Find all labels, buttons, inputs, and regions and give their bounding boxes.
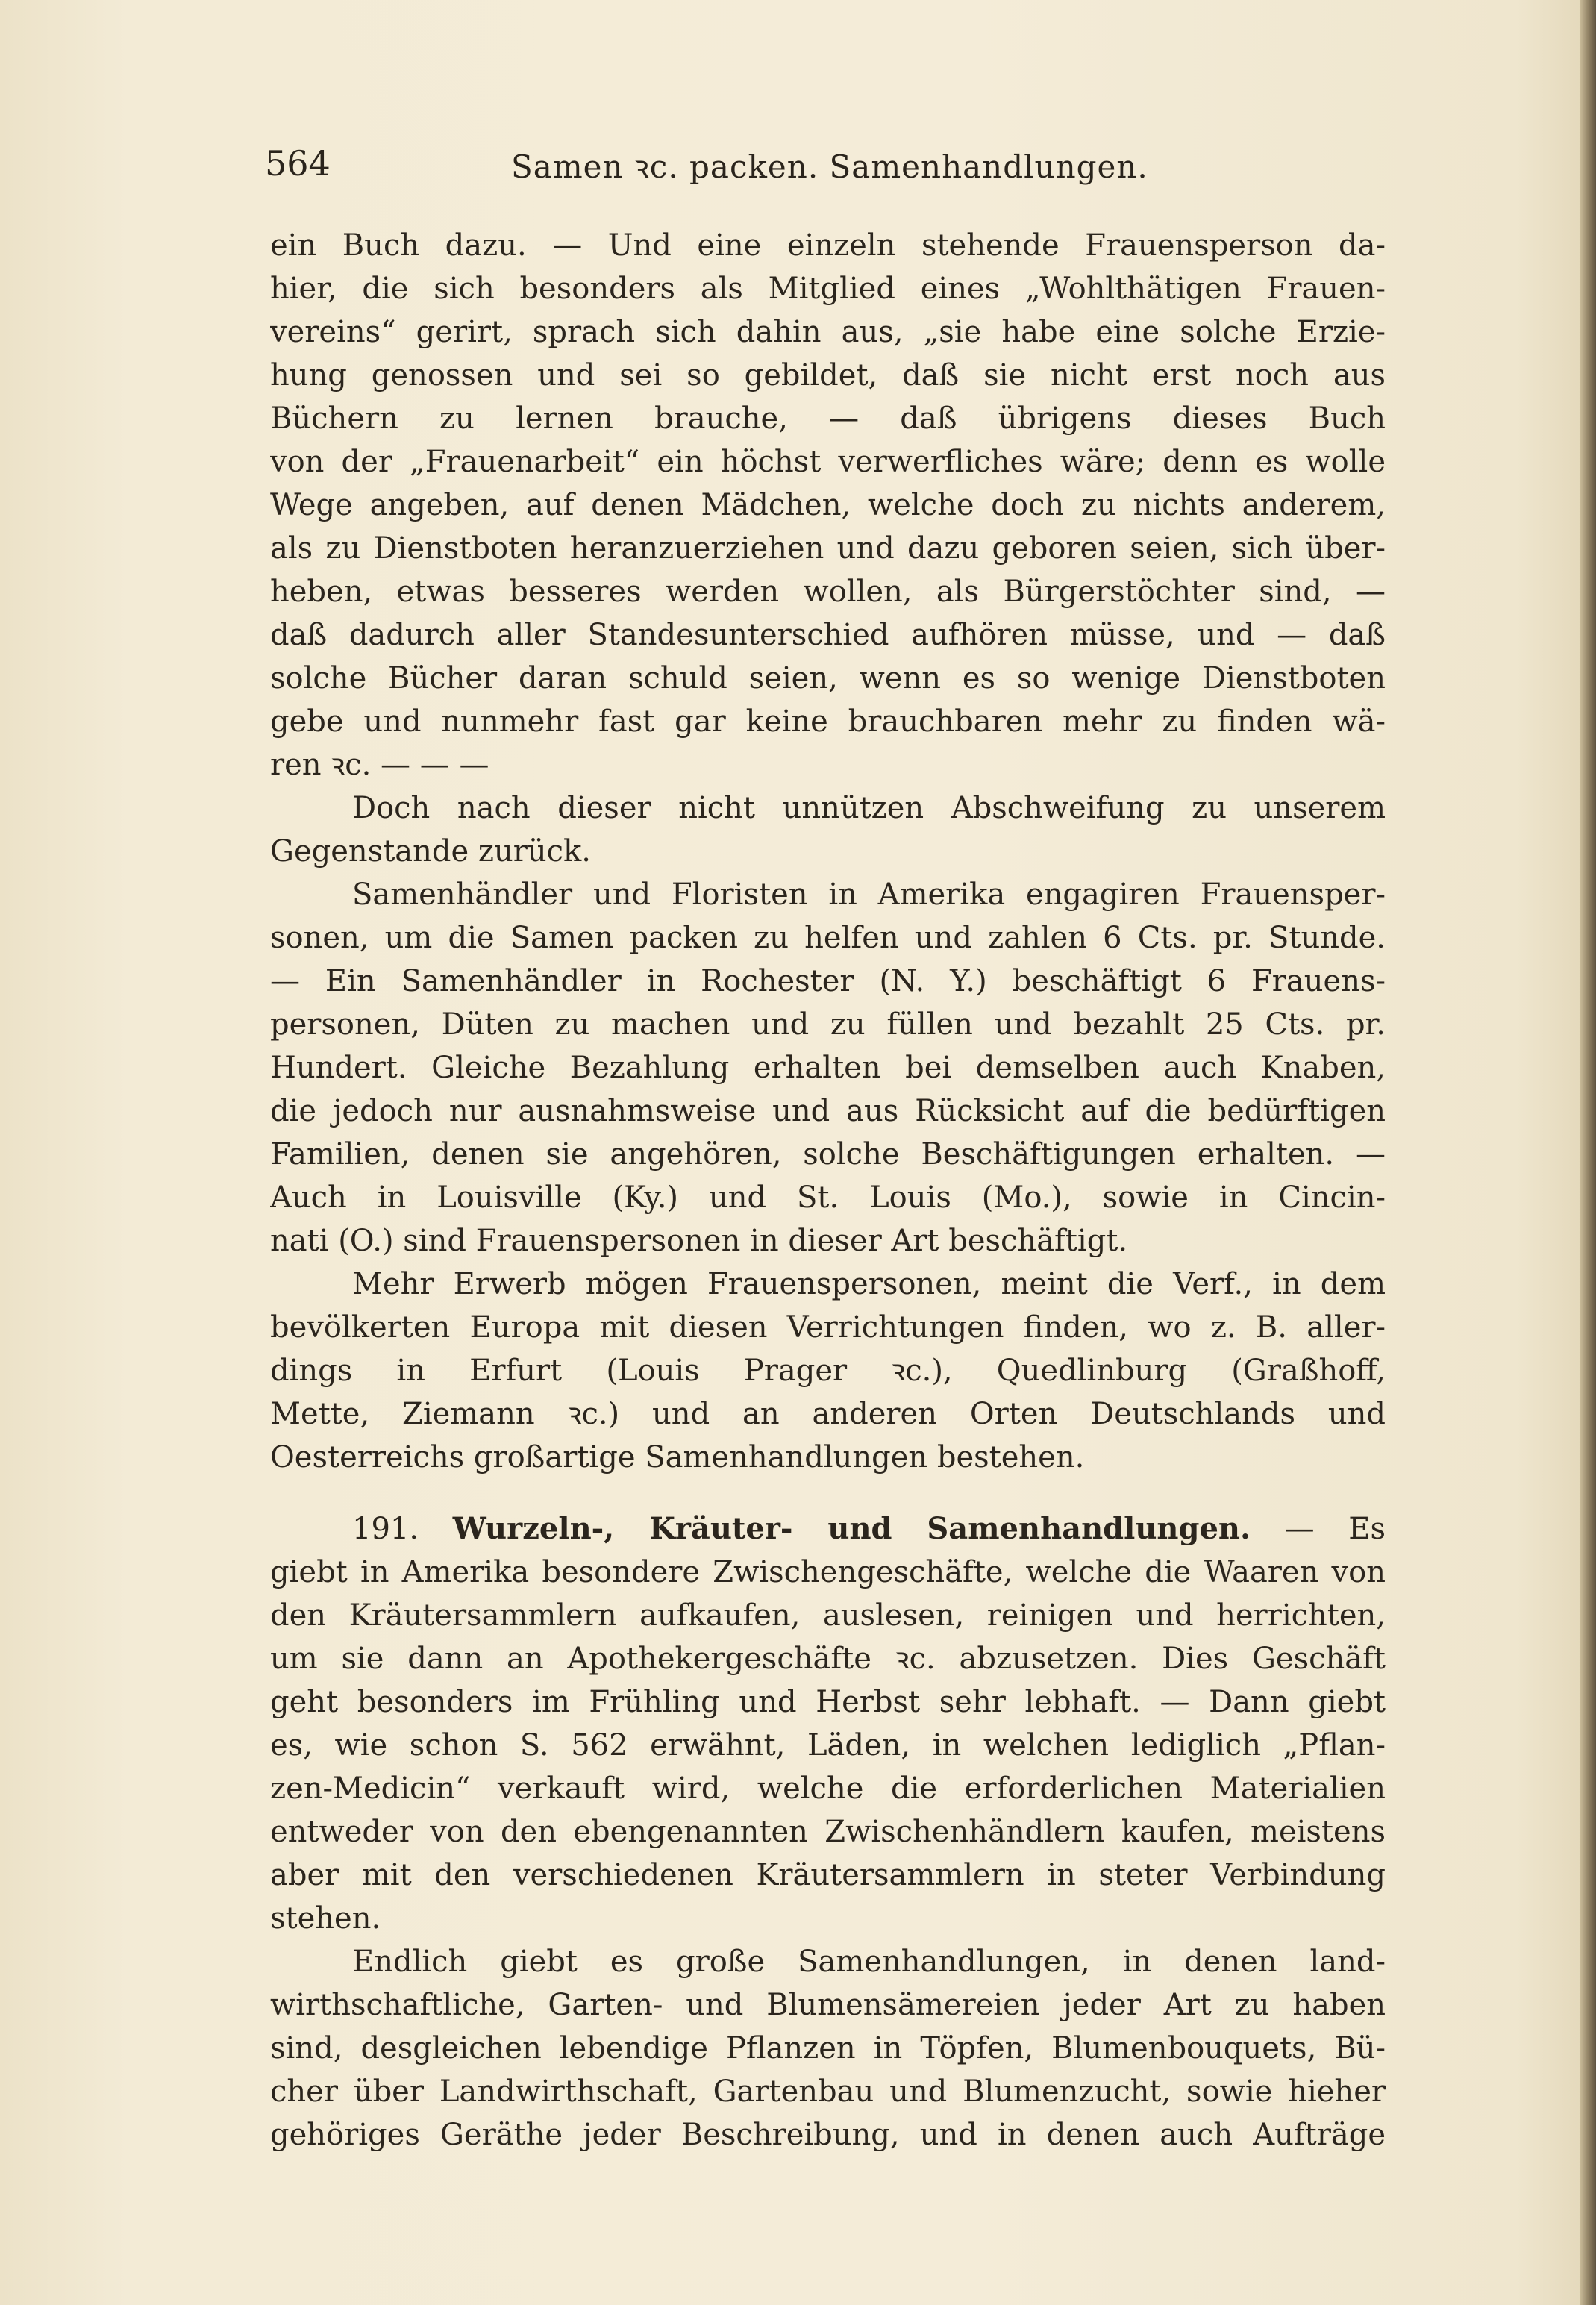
text-line: Gegenstande zurück. <box>270 834 591 869</box>
text-line: hier, die sich besonders als Mitglied eines „Wohlthätigen Frauen- <box>270 272 1386 306</box>
section-heading-rest: — Es <box>1284 1512 1386 1546</box>
text-line: Endlich giebt es große Samenhandlungen, in denen land- <box>352 1945 1386 1979</box>
text-line: nati (O.) sind Frauenspersonen in dieser Art beschäftigt. <box>270 1224 1128 1258</box>
text-line: Mehr Erwerb mögen Frauenspersonen, meint die Verf., in dem <box>352 1267 1386 1301</box>
text-line: es, wie schon S. 562 erwähnt, Läden, in welchen lediglich „Pflan- <box>270 1728 1386 1763</box>
text-line: Auch in Louisville (Ky.) und St. Louis (Mo.), sowie in Cincin- <box>270 1180 1386 1215</box>
text-line: Hundert. Gleiche Bezahlung erhalten bei demselben auch Knaben, <box>270 1051 1386 1085</box>
text-block-top <box>270 224 1386 1479</box>
text-line: Doch nach dieser nicht unnützen Abschweifung zu unserem <box>352 791 1386 825</box>
text-line: von der „Frauenarbeit“ ein höchst verwerfliches wäre; denn es wolle <box>270 445 1386 479</box>
text-line: giebt in Amerika besondere Zwischengeschäfte, welche die Waaren von <box>270 1555 1386 1589</box>
text-line: gehöriges Geräthe jeder Beschreibung, und in denen auch Aufträge <box>270 2118 1386 2152</box>
text-line: gebe und nunmehr fast gar keine brauchbaren mehr zu finden wä- <box>270 704 1386 739</box>
text-line: solche Bücher daran schuld seien, wenn es so wenige Dienstboten <box>270 661 1386 695</box>
page-header <box>265 143 1392 188</box>
page-number: 564 <box>265 143 331 184</box>
section-heading-line <box>270 1507 1386 1551</box>
page-edge <box>1580 0 1596 2305</box>
section-number: 191. <box>352 1512 419 1546</box>
text-line: personen, Düten zu machen und zu füllen und bezahlt 25 Cts. pr. <box>270 1007 1386 1042</box>
text-line: Oesterreichs großartige Samenhandlungen bestehen. <box>270 1440 1085 1474</box>
text-line: — Ein Samenhändler in Rochester (N. Y.) beschäftigt 6 Frauens- <box>270 964 1386 998</box>
text-line: die jedoch nur ausnahmsweise und aus Rücksicht auf die bedürftigen <box>270 1094 1386 1128</box>
text-line: vereins“ gerirt, sprach sich dahin aus, „sie habe eine solche Erzie- <box>270 315 1386 349</box>
text-line: wirthschaftliche, Garten- und Blumensämereien jeder Art zu haben <box>270 1988 1386 2022</box>
text-line: cher über Landwirthschaft, Gartenbau und Blumenzucht, sowie hieher <box>270 2074 1386 2109</box>
text-line: Samenhändler und Floristen in Amerika engagiren Frauensper- <box>352 878 1386 912</box>
text-line: heben, etwas besseres werden wollen, als Bürgerstöchter sind, — <box>270 575 1386 609</box>
text-line: zen-Medicin“ verkauft wird, welche die erforderlichen Materialien <box>270 1771 1386 1806</box>
text-line: Büchern zu lernen brauche, — daß übrigens dieses Buch <box>270 401 1386 436</box>
text-line: um sie dann an Apothekergeschäfte ꝛc. abzusetzen. Dies Geschäft <box>270 1642 1386 1676</box>
text-line: als zu Dienstboten heranzuerziehen und dazu geboren seien, sich über- <box>270 531 1386 566</box>
text-line: entweder von den ebengenannten Zwischenhändlern kaufen, meistens <box>270 1815 1386 1849</box>
text-line: Mette, Ziemann ꝛc.) und an anderen Orten Deutschlands und <box>270 1397 1386 1431</box>
text-line: Familien, denen sie angehören, solche Beschäftigungen erhalten. — <box>270 1137 1386 1172</box>
text-line: ein Buch dazu. — Und eine einzeln stehende Frauensperson da- <box>270 228 1386 263</box>
text-line: geht besonders im Frühling und Herbst sehr lebhaft. — Dann giebt <box>270 1685 1386 1719</box>
text-line: den Kräutersammlern aufkaufen, auslesen, reinigen und herrichten, <box>270 1598 1386 1633</box>
text-line: daß dadurch aller Standesunterschied aufhören müsse, und — daß <box>270 618 1386 652</box>
section-title: Wurzeln-, Kräuter- und Samenhandlungen. <box>452 1511 1251 1546</box>
text-line: aber mit den verschiedenen Kräutersammlern in steter Verbindung <box>270 1858 1386 1892</box>
text-line: sonen, um die Samen packen zu helfen und zahlen 6 Cts. pr. Stunde. <box>270 921 1386 955</box>
text-line: Wege angeben, auf denen Mädchen, welche doch zu nichts anderem, <box>270 488 1386 522</box>
running-title: Samen ꝛc. packen. Samenhandlungen. <box>511 148 1148 185</box>
text-line: stehen. <box>270 1901 381 1936</box>
section-191 <box>270 1507 1386 2157</box>
text-line: bevölkerten Europa mit diesen Verrichtungen finden, wo z. B. aller- <box>270 1310 1386 1345</box>
text-line: sind, desgleichen lebendige Pflanzen in Töpfen, Blumenbouquets, Bü- <box>270 2031 1386 2065</box>
text-line: hung genossen und sei so gebildet, daß sie nicht erst noch aus <box>270 358 1386 392</box>
text-line: dings in Erfurt (Louis Prager ꝛc.), Quedlinburg (Graßhoff, <box>270 1354 1386 1388</box>
text-line: ren ꝛc. — — — <box>270 748 489 782</box>
